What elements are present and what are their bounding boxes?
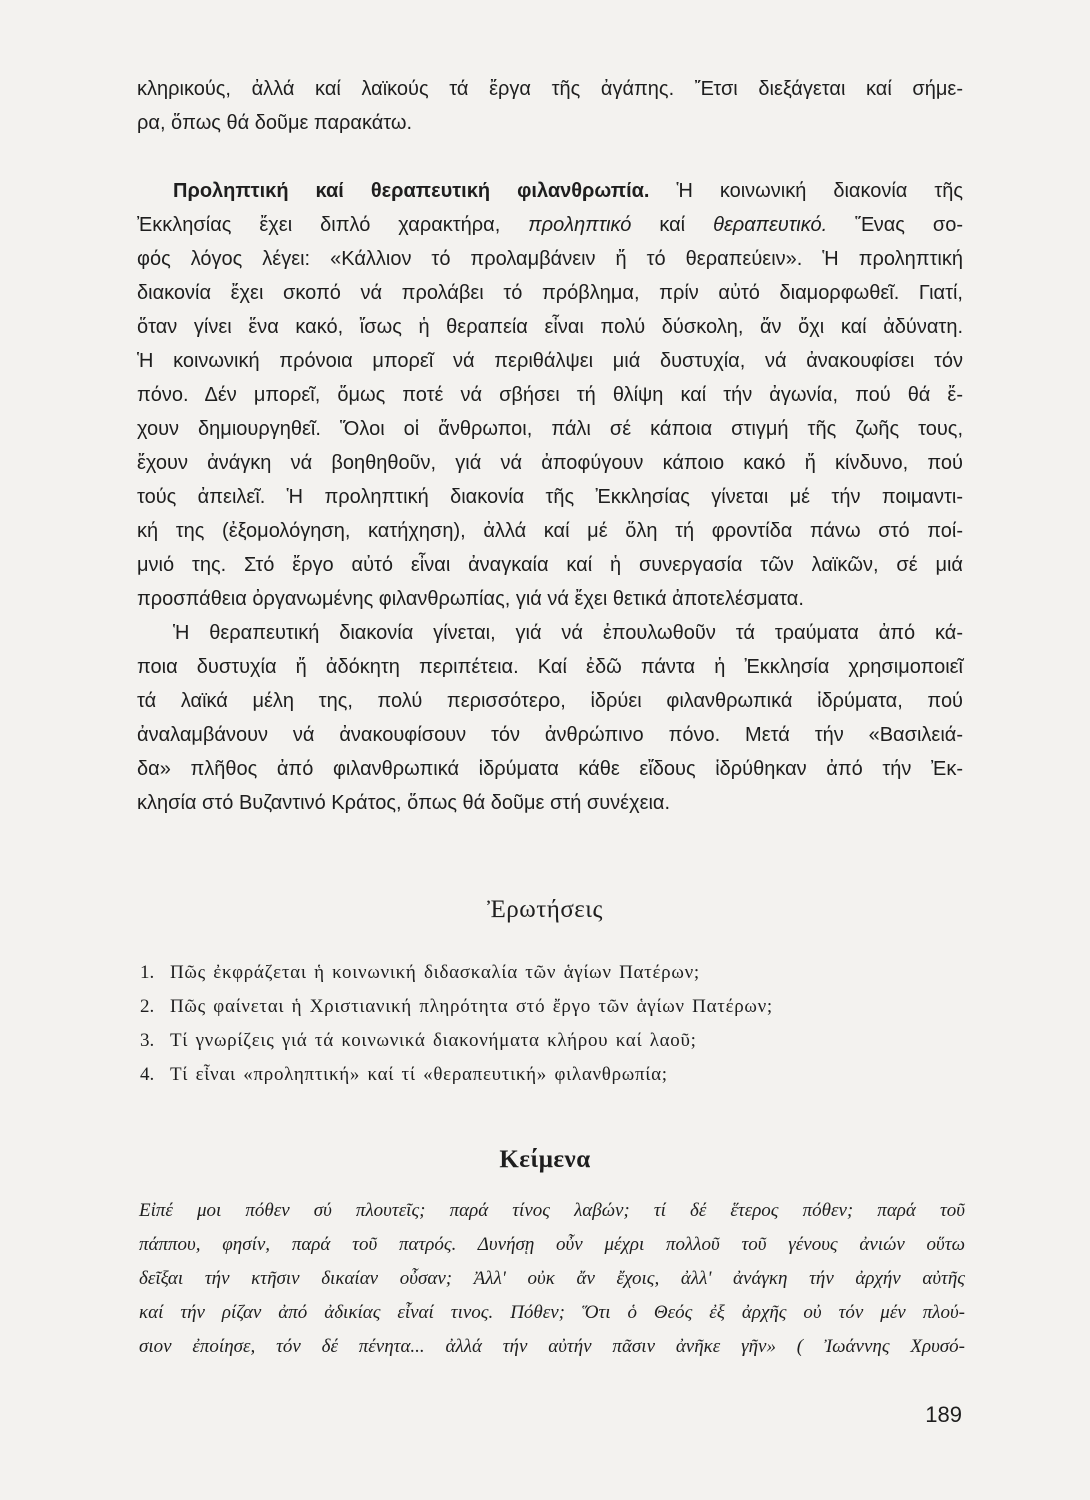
paragraph2-line-5: δα» πλῆθος ἀπό φιλανθρωπικά ἱδρύματα κάθε εἴδους ἱδρύθηκαν ἀπό τήν Ἐκ- [137,758,963,780]
intro-line-1: κληρικούς, ἀλλά καί λαϊκούς τά ἔργα τῆς ἀγάπης. Ἔτσι διεξάγεται καί σήμε- [137,78,963,100]
text-run: καί [631,214,714,236]
paragraph1-line-9: ἔχουν ἀνάγκη νά βοηθηθοῦν, γιά νά ἀποφύγουν κάποιο κακό ἤ κίνδυνο, πού [137,452,963,474]
page-number: 189 [925,1402,962,1427]
question-number: 1. [140,962,155,983]
question-text: Τί γνωρίζεις γιά τά κοινωνικά διακονήματα κλήρου καί λαοῦ; [170,1030,697,1051]
paragraph2-line-1: Ἡ θεραπευτική διακονία γίνεται, γιά νά ἐπουλωθοῦν τά τραύματα ἀπό κά- [173,622,963,644]
paragraph2-line-2: ποια δυστυχία ἤ ἀδόκητη περιπέτεια. Καί ἐδῶ πάντα ἡ Ἐκκλησία χρησιμοποιεῖ [137,656,963,678]
texts-title: Κείμενα [499,1146,591,1173]
paragraph1-line-5: ὅταν γίνει ἕνα κακό, ἴσως ἡ θεραπεία εἶναι πολύ δύσκολη, ἄν ὄχι καί ἀδύνατη. [137,316,963,338]
question-item [140,990,964,1024]
paragraph1-line-6: Ἡ κοινωνική πρόνοια μπορεῖ νά περιθάλψει μιά δυστυχία, νά ἀνακουφίσει τόν [137,350,963,372]
text-run: Ἐκκλησίας ἔχει διπλό χαρακτήρα, [137,214,529,236]
quote-line-2: πάππου, φησίν, παρά τοῦ πατρός. Δυνήσῃ οὖν μέχρι πολλοῦ τοῦ γένους ἀνιών οὕτω [139,1234,965,1255]
paragraph1-line-1-rest: Ἡ κοινωνική διακονία τῆς [649,180,964,202]
paragraph1-line-13: προσπάθεια ὀργανωμένης φιλανθρωπίας, γιά νά ἔχει θετικά ἀποτελέσματα. [137,588,804,610]
question-text: Πῶς φαίνεται ἡ Χριστιανική πληρότητα στό ἔργο τῶν ἁγίων Πατέρων; [170,996,773,1017]
quote-line-4: καί τήν ρίζαν ἀπό ἀδικίας εἶναί τινος. Πόθεν; Ὅτι ὁ Θεός ἐξ ἀρχῆς οὐ τόν μέν πλού- [139,1302,965,1323]
question-number: 4. [140,1064,155,1085]
paragraph2-line-4: ἀναλαμβάνουν νά ἀνακουφίσουν τόν ἀνθρώπινο πόνο. Μετά τήν «Βασιλειά- [137,724,963,746]
paragraph1-line-3: φός λόγος λέγει: «Κάλλιον τό προλαμβάνειν ἤ τό θεραπεύειν». Ἡ προληπτική [137,248,963,270]
paragraph1-line-7: πόνο. Δέν μπορεῖ, ὅμως ποτέ νά σβήσει τή θλίψη καί τήν ἀγωνία, πού θά ἔ- [137,384,963,406]
question-text: Πῶς ἐκφράζεται ἡ κοινωνική διδασκαλία τῶν ἁγίων Πατέρων; [170,962,700,983]
quote-block [139,1194,965,1364]
question-number: 2. [140,996,155,1017]
intro-line-2: ρα, ὅπως θά δοῦμε παρακάτω. [137,112,413,134]
quote-line-1: Εἰπέ μοι πόθεν σύ πλουτεῖς; παρά τίνος λαβών; τί δέ ἕτερος πόθεν; παρά τοῦ [139,1200,965,1221]
quote-line-3: δεῖξαι τήν κτῆσιν δικαίαν οὖσαν; Ἀλλ' οὐκ ἄν ἔχοις, ἀλλ' ἀνάγκη τήν ἀρχήν αὐτῆς [139,1268,965,1289]
paragraph-gap [137,140,963,174]
paragraph1-heading: Προληπτική καί θεραπευτική φιλανθρωπία. [173,180,650,202]
paragraph1-line-11: κή της (ἐξομολόγηση, κατήχηση), ἀλλά καί μέ ὅλη τή φροντίδα πάνω στό ποί- [137,520,963,542]
question-item [140,1024,964,1058]
paragraph2-line-3: τά λαϊκά μέλη της, πολύ περισσότερο, ἱδρύει φιλανθρωπικά ἱδρύματα, πού [137,690,963,712]
emphasis-preventive: προληπτικό [528,214,632,236]
paragraph1-line-2 [137,208,963,242]
paragraph2-line-6: κλησία στό Βυζαντινό Κράτος, ὅπως θά δοῦμε στή συνέχεια. [137,792,671,814]
questions-title: Ἐρωτήσεις [487,896,603,923]
paragraph1-line-10: τούς ἀπειλεῖ. Ἡ προληπτική διακονία τῆς Ἐκκλησίας γίνεται μέ τήν ποιμαντι- [137,486,963,508]
questions-list [140,956,964,1092]
question-text: Τί εἶναι «προληπτική» καί τί «θεραπευτική» φιλανθρωπία; [170,1064,668,1085]
main-text [137,72,963,820]
question-number: 3. [140,1030,155,1051]
quote-line-5: σιον ἐποίησε, τόν δέ πένητα... ἀλλά τήν αὐτήν πᾶσιν ἀνῆκε γῆν» ( Ἰωάννης Χρυσό- [139,1336,965,1357]
paragraph1-line-12: μνιό της. Στό ἔργο αὐτό εἶναι ἀναγκαία καί ἡ συνεργασία τῶν λαϊκῶν, σέ μιά [137,554,963,576]
question-item [140,956,964,990]
paragraph1-line-8: χουν δημιουργηθεῖ. Ὅλοι οἱ ἄνθρωποι, πάλι σέ κάποια στιγμή τῆς ζωῆς τους, [137,418,963,440]
paragraph1-line-1 [137,174,963,208]
emphasis-therapeutic: θεραπευτικό. [713,214,828,236]
text-run: Ἕνας σο- [827,214,963,236]
paragraph1-line-4: διακονία ἔχει σκοπό νά προλάβει τό πρόβλημα, πρίν αὐτό διαμορφωθεῖ. Γιατί, [137,282,963,304]
question-item [140,1058,964,1092]
